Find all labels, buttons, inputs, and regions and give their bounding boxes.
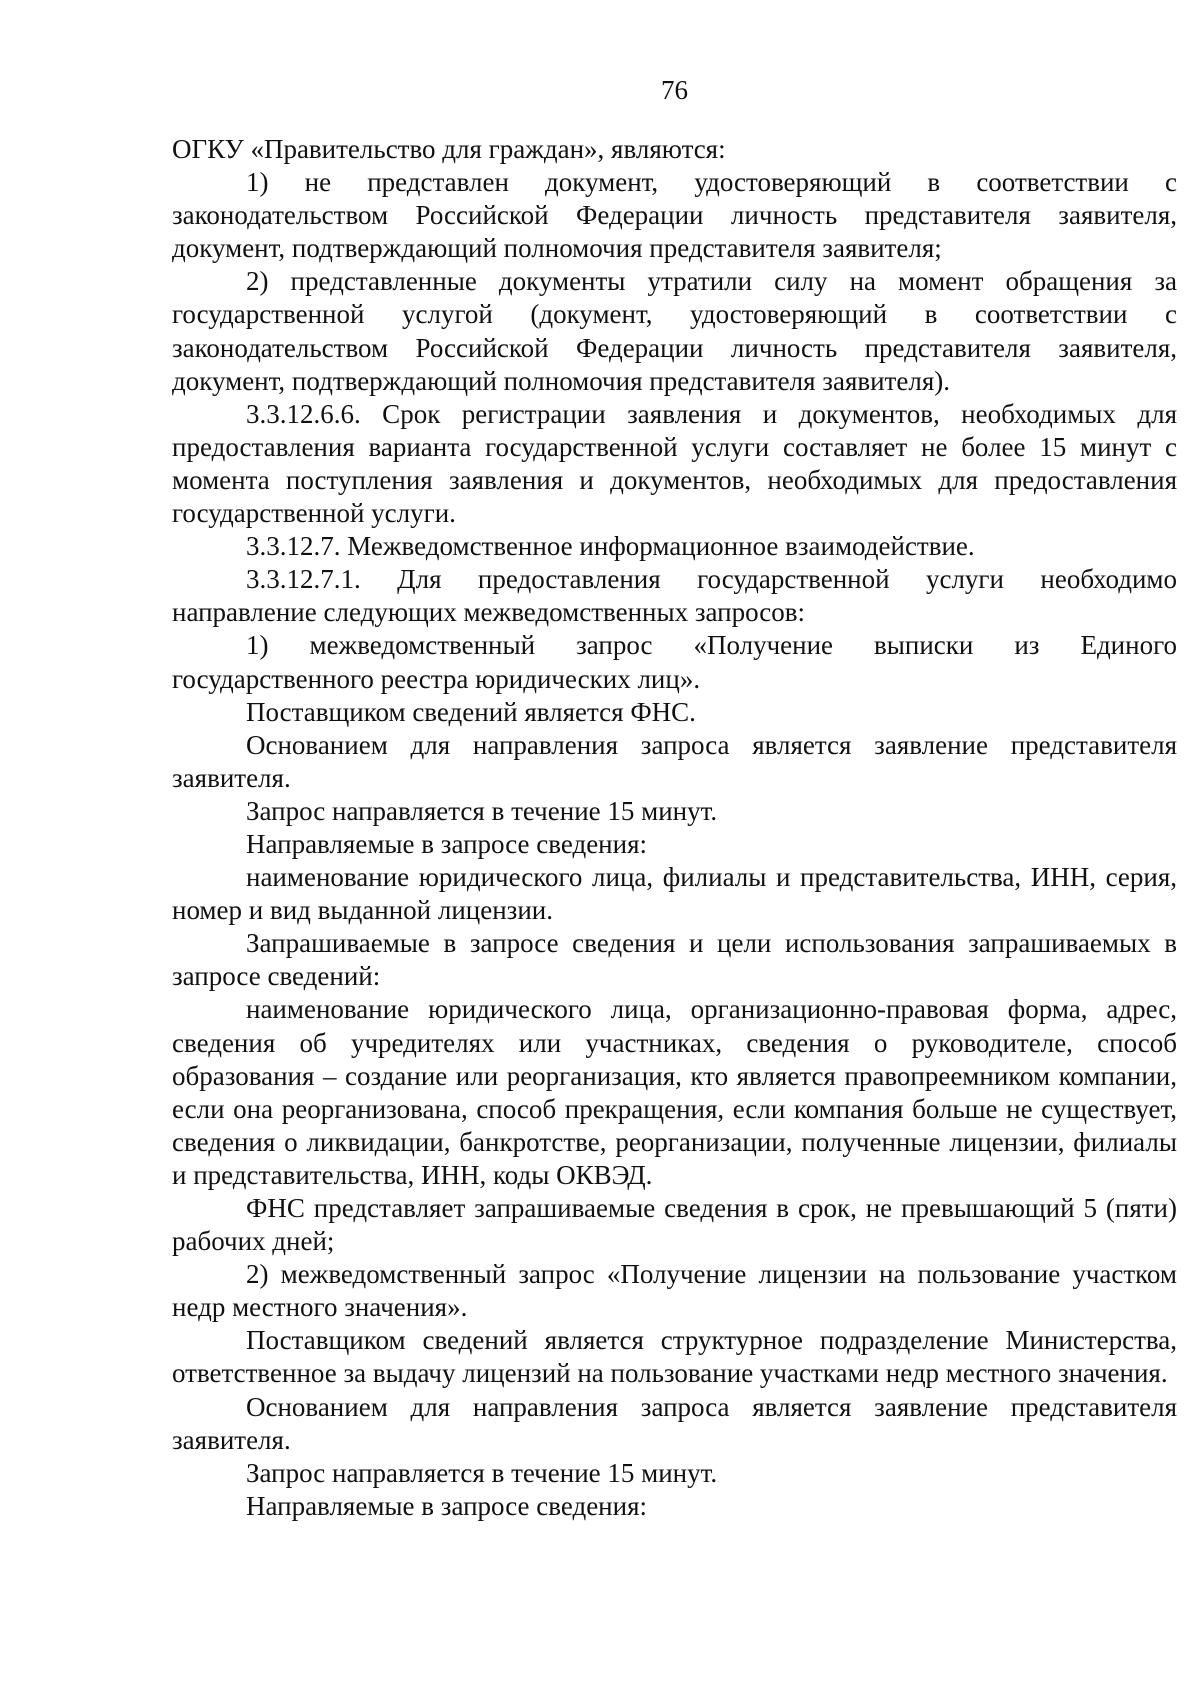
paragraph: 3.3.12.7. Межведомственное информационное взаимодействие. [246,531,975,562]
paragraph: ФНС представляет запрашиваемые сведения в срок, не превышающий 5 (пяти) рабочих дней; [172,1193,1177,1257]
paragraph: наименование юридического лица, организационно-правовая форма, адрес, сведения об учредителях или участниках, сведения о руководителе, способ образования – создание или реорганизация, кто является правопреемником компании, если она реорганизована, способ прекращения, если компания больше не существует, сведения о ликвидации, банкротстве, реорганизации, полученные лицензии, филиалы и представительства, ИНН, коды ОКВЭД. [172,994,1177,1190]
paragraph: 1) межведомственный запрос «Получение выписки из Единого государственного реестра юридических лиц». [172,630,1177,694]
paragraph: Основанием для направления запроса является заявление представителя заявителя. [172,1391,1177,1455]
paragraph: 3.3.12.6.6. Срок регистрации заявления и документов, необходимых для предоставления варианта государственной услуги составляет не более 15 минут с момента поступления заявления и документов, необходимых для предоставления государственной услуги. [172,398,1177,529]
paragraph: Основанием для направления запроса является заявление представителя заявителя. [172,729,1177,793]
paragraph: Запрашиваемые в запросе сведения и цели использования запрашиваемых в запросе сведений: [172,928,1177,992]
page-number: 76 [661,75,688,105]
paragraph: Направляемые в запросе сведения: [246,828,647,859]
paragraph: 2) межведомственный запрос «Получение лицензии на пользование участком недр местного значения». [172,1259,1177,1323]
paragraph: Направляемые в запросе сведения: [246,1490,647,1521]
paragraph: 2) представленные документы утратили силу на момент обращения за государственной услугой (документ, удостоверяющий в соответствии с законодательством Российской Федерации личность представителя заявителя, документ, подтверждающий полномочия представителя заявителя). [172,266,1177,396]
paragraph: Запрос направляется в течение 15 минут. [246,1457,718,1488]
paragraph: 1) не представлен документ, удостоверяющий в соответствии с законодательством Российской Федерации личность представителя заявителя, документ, подтверждающий полномочия представителя заявителя; [172,167,1177,264]
paragraph: Поставщиком сведений является ФНС. [246,696,696,727]
paragraph: 3.3.12.7.1. Для предоставления государственной услуги необходимо направление следующих межведомственных запросов: [172,564,1177,628]
paragraph: ОГКУ «Правительство для граждан», являются: [172,134,726,164]
paragraph: наименование юридического лица, филиалы и представительства, ИНН, серия, номер и вид выданной лицензии. [172,862,1177,926]
paragraph: Запрос направляется в течение 15 минут. [246,795,718,826]
document-body [172,133,1177,1523]
paragraph: Поставщиком сведений является структурное подразделение Министерства, ответственное за выдачу лицензий на пользование участками недр местного значения. [172,1325,1177,1389]
